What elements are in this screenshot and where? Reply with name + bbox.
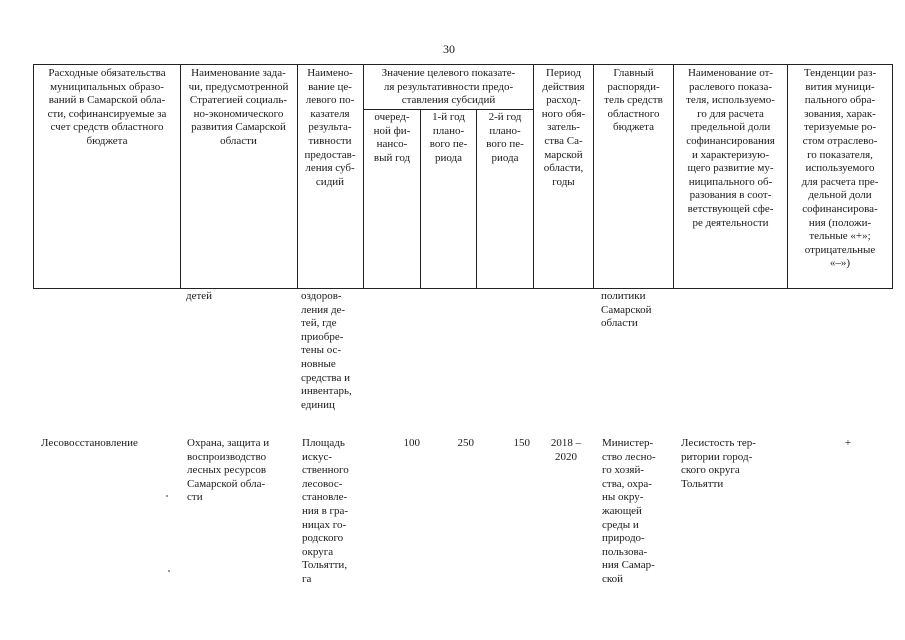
row-value-planning-year-1: 250 [457, 437, 474, 449]
header-task-name: Наименование зада- чи, предусмотренной Стратегией социаль- но-экономического развития Самарской области [188, 67, 289, 147]
row-expense-obligation: Лесовосстановление [41, 437, 138, 449]
header-target-indicator-name: Наимено- вание це- левого по- казателя результа- тивности предостав- ления суб- сидий [304, 67, 356, 188]
page-number: 30 [443, 42, 455, 56]
row-target-indicator: Площадь искус- ственного лесовос- становле- ния в гра- ницах го- родского округа Тольятти, га [302, 437, 349, 585]
header-current-fiscal-year: очеред- ной фи- нансо- вый год [373, 111, 411, 164]
row-obligation-period: 2018 – 2020 [550, 437, 582, 463]
header-expense-obligations: Расходные обязательства муниципальных образо- ваний в Самарской обла- сти, софинансируемые за счет средств областного бюджета [47, 67, 167, 147]
scan-speck [166, 495, 168, 497]
table-header-bottom-rule [33, 288, 893, 289]
group-header-rule [363, 109, 533, 110]
table-top-rule [33, 64, 893, 65]
continuation-task-name: детей [186, 290, 213, 302]
row-sector-indicator: Лесистость тер- ритории город- ского округа Тольятти [681, 437, 756, 490]
row-value-current-year: 100 [403, 437, 420, 449]
continuation-target-indicator: оздоров- ления де- тей, где приобре- тены ос- новные средства и инвентарь, единиц [301, 290, 352, 411]
header-development-trends: Тенденции раз- вития муници- пального обра- зования, харак- теризуемые ро- стом отраслево- го показателя, используемого для расчета пре- дельной доли софинансирова- ния (положи- тельные «+»; отрицательные «–») [801, 67, 879, 270]
header-sector-indicator-name: Наименование от- раслевого показа- теля, используемо- го для расчета предельной доли софинансирования и характеризую- щего развитие му- ниципального об- разования в соот- ветствующей сфе- ре деятельности [686, 67, 775, 229]
row-task-name: Охрана, защита и воспроизводство лесных ресурсов Самарской обла- сти [187, 437, 270, 504]
header-target-indicator-values: Значение целевого показате- ля результативности предо- ставления субсидий [381, 67, 516, 107]
header-planning-year-2: 2-й год плано- вого пе- риода [486, 111, 524, 164]
scan-speck [168, 570, 170, 572]
continuation-chief-administrator: политики Самарской области [601, 290, 652, 330]
header-chief-administrator: Главный распоряди- тель средств областного бюджета [604, 67, 663, 134]
col-rule [892, 64, 893, 289]
row-value-planning-year-2: 150 [513, 437, 530, 449]
header-planning-year-1: 1-й год плано- вого пе- риода [429, 111, 468, 164]
row-chief-administrator: Министер- ство лесно- го хозяй- ства, охра- ны окру- жающей среды и природо- пользова- ния Самар- ской [602, 437, 656, 585]
col-rule [33, 64, 34, 289]
row-development-trend: + [844, 437, 852, 449]
header-obligation-period: Период действия расход- ного обя- затель- ства Са- марской области, годы [541, 67, 586, 188]
